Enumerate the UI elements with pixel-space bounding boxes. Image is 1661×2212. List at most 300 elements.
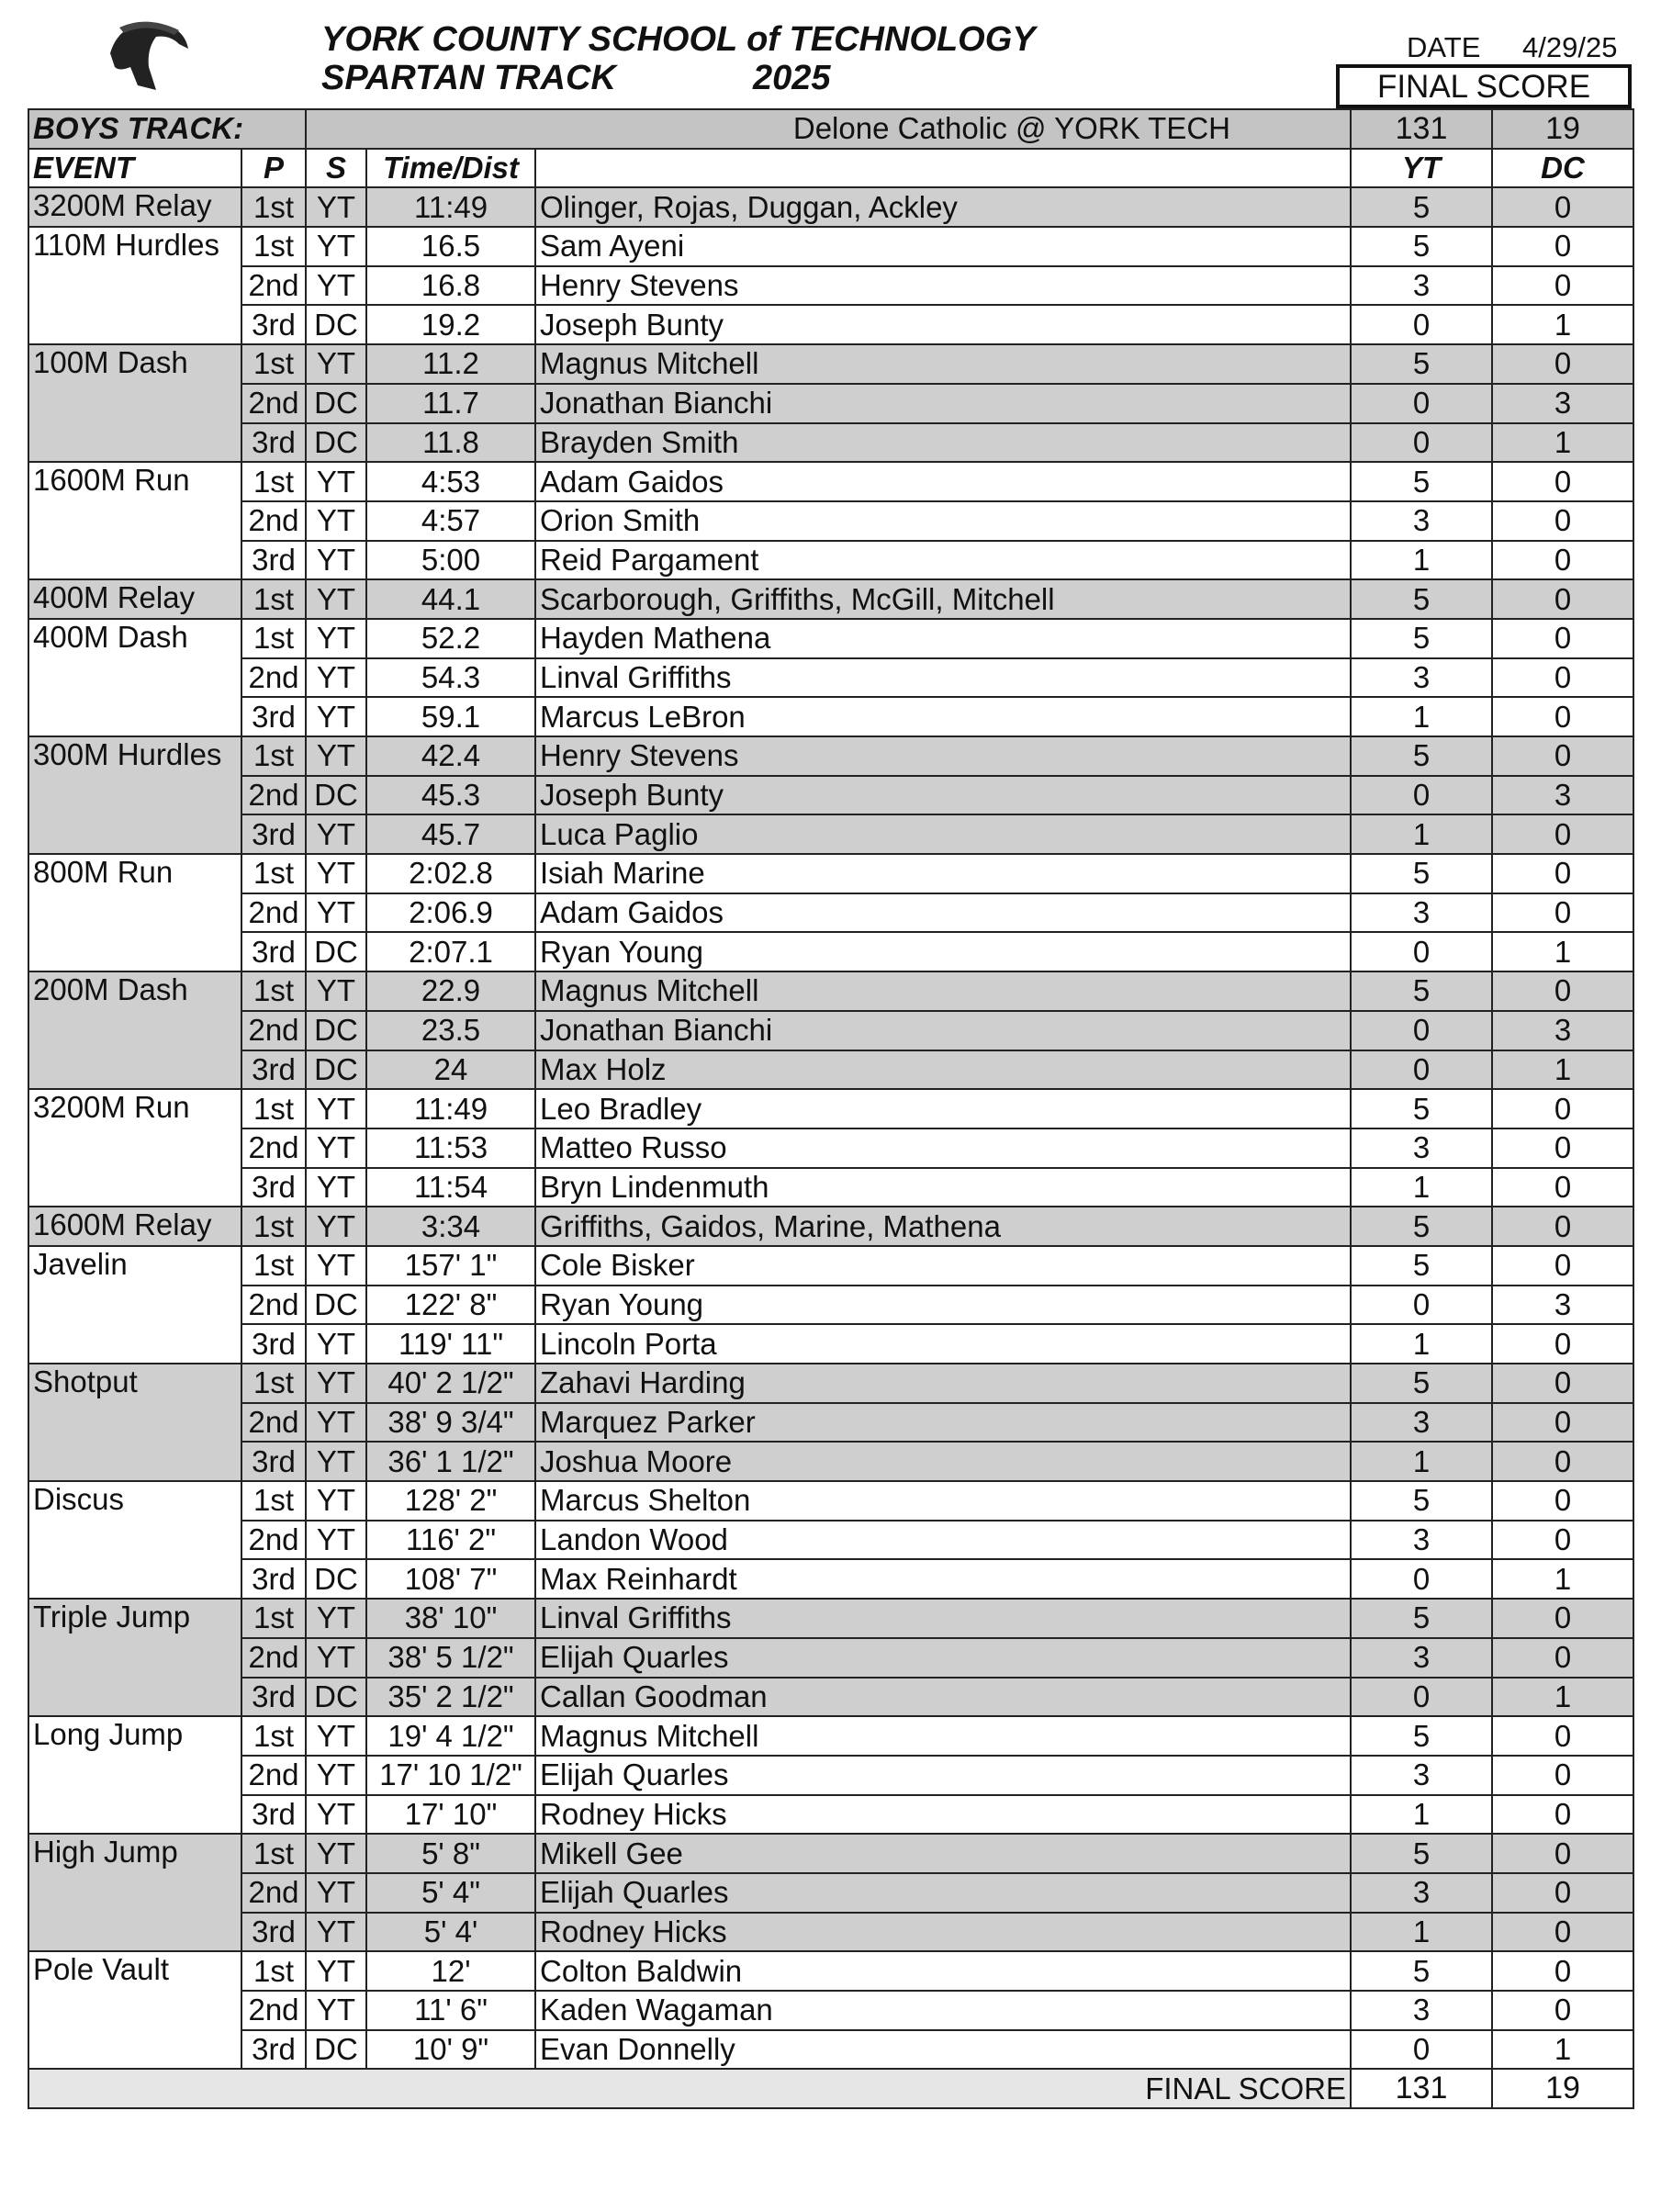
dc-points: 0: [1492, 814, 1633, 854]
school: DC: [306, 932, 366, 971]
result-row: [28, 1795, 1633, 1835]
event-name: Discus: [28, 1481, 241, 1599]
final-score-header: FINAL SCORE: [1336, 64, 1632, 108]
time-distance: 11:54: [366, 1168, 535, 1207]
dc-points: 0: [1492, 1246, 1633, 1286]
result-row: [28, 579, 1633, 619]
yt-points: 1: [1351, 697, 1492, 736]
matchup: Delone Catholic @ YORK TECH: [306, 109, 1351, 149]
event-name: 1600M Run: [28, 462, 241, 579]
result-row: [28, 1011, 1633, 1050]
event-name: 3200M Relay: [28, 187, 241, 227]
dc-points: 1: [1492, 1559, 1633, 1599]
place: 3rd: [241, 1678, 306, 1717]
school: YT: [306, 893, 366, 933]
time-distance: 54.3: [366, 658, 535, 698]
result-row: [28, 462, 1633, 501]
place: 1st: [241, 736, 306, 776]
athlete-name: Joseph Bunty: [535, 776, 1351, 815]
dc-points: 0: [1492, 854, 1633, 893]
result-row: [28, 266, 1633, 306]
result-row: [28, 1128, 1633, 1168]
dc-points: 0: [1492, 1442, 1633, 1481]
time-distance: 119' 11": [366, 1324, 535, 1364]
athlete-name: Evan Donnelly: [535, 2030, 1351, 2070]
event-name: 110M Hurdles: [28, 227, 241, 344]
school: YT: [306, 1521, 366, 1560]
event-name: Triple Jump: [28, 1599, 241, 1716]
result-row: [28, 1834, 1633, 1873]
meet-date: 4/29/25: [1522, 31, 1618, 63]
athlete-name: Orion Smith: [535, 501, 1351, 541]
dc-points: 0: [1492, 1521, 1633, 1560]
dc-points: 0: [1492, 1795, 1633, 1835]
result-row: [28, 1913, 1633, 1952]
athlete-name: Landon Wood: [535, 1521, 1351, 1560]
athlete-name: Luca Paglio: [535, 814, 1351, 854]
place: 1st: [241, 1716, 306, 1756]
time-distance: 17' 10 1/2": [366, 1756, 535, 1795]
time-distance: 17' 10": [366, 1795, 535, 1835]
yt-points: 3: [1351, 658, 1492, 698]
place: 2nd: [241, 1286, 306, 1325]
place: 3rd: [241, 932, 306, 971]
yt-points: 0: [1351, 423, 1492, 463]
time-distance: 19' 4 1/2": [366, 1716, 535, 1756]
dc-points: 0: [1492, 266, 1633, 306]
yt-points: 5: [1351, 1364, 1492, 1403]
result-row: [28, 541, 1633, 580]
athlete-name: Griffiths, Gaidos, Marine, Mathena: [535, 1207, 1351, 1246]
result-row: [28, 1050, 1633, 1090]
athlete-name: Joseph Bunty: [535, 305, 1351, 344]
time-distance: 11:53: [366, 1128, 535, 1168]
result-row: [28, 697, 1633, 736]
school: YT: [306, 971, 366, 1011]
athlete-name: Matteo Russo: [535, 1128, 1351, 1168]
yt-points: 1: [1351, 1913, 1492, 1952]
school: DC: [306, 2030, 366, 2070]
event-name: 100M Dash: [28, 344, 241, 462]
dc-points: 0: [1492, 893, 1633, 933]
time-distance: 11:49: [366, 1089, 535, 1128]
yt-points: 3: [1351, 266, 1492, 306]
yt-points: 1: [1351, 541, 1492, 580]
yt-points: 3: [1351, 1991, 1492, 2030]
athlete-name: Elijah Quarles: [535, 1638, 1351, 1678]
yt-points: 0: [1351, 2030, 1492, 2070]
final-dc-total: 19: [1492, 2069, 1633, 2108]
athlete-name: Lincoln Porta: [535, 1324, 1351, 1364]
yt-points: 5: [1351, 1834, 1492, 1873]
yt-points: 5: [1351, 971, 1492, 1011]
time-distance: 3:34: [366, 1207, 535, 1246]
result-row: [28, 1324, 1633, 1364]
place: 1st: [241, 187, 306, 227]
place: 1st: [241, 1364, 306, 1403]
yt-points: 5: [1351, 1207, 1492, 1246]
dc-points: 0: [1492, 1716, 1633, 1756]
athlete-name: Henry Stevens: [535, 736, 1351, 776]
dc-points: 0: [1492, 1873, 1633, 1913]
result-row: [28, 658, 1633, 698]
place: 1st: [241, 1951, 306, 1991]
school: YT: [306, 1599, 366, 1638]
time-distance: 5' 8": [366, 1834, 535, 1873]
school: YT: [306, 814, 366, 854]
event-name: Long Jump: [28, 1716, 241, 1834]
result-row: [28, 1716, 1633, 1756]
yt-points: 5: [1351, 227, 1492, 266]
yt-points: 1: [1351, 1795, 1492, 1835]
school: YT: [306, 1834, 366, 1873]
place: 2nd: [241, 893, 306, 933]
school: YT: [306, 266, 366, 306]
col-yt: YT: [1351, 149, 1492, 188]
school: DC: [306, 1559, 366, 1599]
school-title: YORK COUNTY SCHOOL of TECHNOLOGY: [321, 20, 1036, 59]
athlete-name: Callan Goodman: [535, 1678, 1351, 1717]
result-row: [28, 1599, 1633, 1638]
yt-points: 1: [1351, 1324, 1492, 1364]
school: YT: [306, 1403, 366, 1443]
time-distance: 10' 9": [366, 2030, 535, 2070]
dc-points: 1: [1492, 1050, 1633, 1090]
place: 2nd: [241, 1521, 306, 1560]
athlete-name: Marcus LeBron: [535, 697, 1351, 736]
event-name: 300M Hurdles: [28, 736, 241, 854]
time-distance: 4:57: [366, 501, 535, 541]
yt-points: 5: [1351, 1246, 1492, 1286]
place: 1st: [241, 579, 306, 619]
yt-points: 5: [1351, 854, 1492, 893]
athlete-name: Joshua Moore: [535, 1442, 1351, 1481]
result-row: [28, 305, 1633, 344]
yt-points: 5: [1351, 736, 1492, 776]
school: DC: [306, 384, 366, 423]
dc-points: 0: [1492, 1168, 1633, 1207]
time-distance: 11' 6": [366, 1991, 535, 2030]
time-distance: 116' 2": [366, 1521, 535, 1560]
dc-points: 0: [1492, 1951, 1633, 1991]
dc-points: 0: [1492, 1599, 1633, 1638]
athlete-name: Jonathan Bianchi: [535, 384, 1351, 423]
yt-points: 5: [1351, 579, 1492, 619]
place: 2nd: [241, 266, 306, 306]
athlete-name: Ryan Young: [535, 1286, 1351, 1325]
athlete-name: Magnus Mitchell: [535, 344, 1351, 384]
yt-points: 0: [1351, 305, 1492, 344]
dc-points: 0: [1492, 1364, 1633, 1403]
school: YT: [306, 541, 366, 580]
result-row: [28, 423, 1633, 463]
place: 3rd: [241, 697, 306, 736]
result-row: [28, 384, 1633, 423]
school: YT: [306, 1873, 366, 1913]
athlete-name: Marcus Shelton: [535, 1481, 1351, 1521]
result-row: [28, 1403, 1633, 1443]
time-distance: 42.4: [366, 736, 535, 776]
dc-points: 0: [1492, 1403, 1633, 1443]
result-row: [28, 1559, 1633, 1599]
school: YT: [306, 697, 366, 736]
result-row: [28, 2030, 1633, 2070]
time-distance: 40' 2 1/2": [366, 1364, 535, 1403]
athlete-name: Henry Stevens: [535, 266, 1351, 306]
program-title: SPARTAN TRACK: [321, 59, 616, 97]
time-distance: 128' 2": [366, 1481, 535, 1521]
athlete-name: Cole Bisker: [535, 1246, 1351, 1286]
yt-points: 1: [1351, 1168, 1492, 1207]
event-name: 400M Relay: [28, 579, 241, 619]
dc-points: 3: [1492, 776, 1633, 815]
yt-points: 5: [1351, 1951, 1492, 1991]
yt-points: 5: [1351, 1716, 1492, 1756]
dc-points: 0: [1492, 344, 1633, 384]
place: 3rd: [241, 541, 306, 580]
dc-points: 1: [1492, 932, 1633, 971]
event-name: High Jump: [28, 1834, 241, 1951]
time-distance: 2:07.1: [366, 932, 535, 971]
final-score-row: [28, 2069, 1633, 2108]
time-distance: 5:00: [366, 541, 535, 580]
athlete-name: Adam Gaidos: [535, 462, 1351, 501]
result-row: [28, 1207, 1633, 1246]
time-distance: 45.7: [366, 814, 535, 854]
dc-points: 0: [1492, 1324, 1633, 1364]
school: YT: [306, 736, 366, 776]
athlete-name: Hayden Mathena: [535, 619, 1351, 658]
place: 1st: [241, 1207, 306, 1246]
place: 1st: [241, 344, 306, 384]
athlete-name: Linval Griffiths: [535, 1599, 1351, 1638]
time-distance: 11.8: [366, 423, 535, 463]
result-row: [28, 619, 1633, 658]
school: YT: [306, 854, 366, 893]
dc-points: 0: [1492, 1834, 1633, 1873]
athlete-name: Max Reinhardt: [535, 1559, 1351, 1599]
banner-row: [28, 109, 1633, 149]
place: 3rd: [241, 1913, 306, 1952]
place: 1st: [241, 971, 306, 1011]
school: YT: [306, 1324, 366, 1364]
result-row: [28, 971, 1633, 1011]
yt-points: 0: [1351, 1559, 1492, 1599]
school: YT: [306, 1991, 366, 2030]
athlete-name: Mikell Gee: [535, 1834, 1351, 1873]
yt-points: 0: [1351, 384, 1492, 423]
place: 3rd: [241, 1559, 306, 1599]
school: YT: [306, 344, 366, 384]
time-distance: 38' 5 1/2": [366, 1638, 535, 1678]
school: DC: [306, 1011, 366, 1050]
place: 2nd: [241, 384, 306, 423]
time-distance: 52.2: [366, 619, 535, 658]
place: 1st: [241, 619, 306, 658]
place: 1st: [241, 1089, 306, 1128]
col-place: P: [241, 149, 306, 188]
place: 3rd: [241, 1795, 306, 1835]
yt-points: 5: [1351, 344, 1492, 384]
school: YT: [306, 1481, 366, 1521]
result-row: [28, 1951, 1633, 1991]
athlete-name: Jonathan Bianchi: [535, 1011, 1351, 1050]
athlete-name: Kaden Wagaman: [535, 1991, 1351, 2030]
banner-dc-total: 19: [1492, 109, 1633, 149]
place: 2nd: [241, 1403, 306, 1443]
time-distance: 5' 4": [366, 1873, 535, 1913]
school: YT: [306, 579, 366, 619]
school: YT: [306, 462, 366, 501]
school: YT: [306, 1207, 366, 1246]
time-distance: 45.3: [366, 776, 535, 815]
banner-yt-total: 131: [1351, 109, 1492, 149]
school: YT: [306, 1128, 366, 1168]
event-name: Pole Vault: [28, 1951, 241, 2069]
dc-points: 0: [1492, 501, 1633, 541]
dc-points: 0: [1492, 187, 1633, 227]
result-row: [28, 1678, 1633, 1717]
results-table: [28, 108, 1634, 2109]
school: YT: [306, 1246, 366, 1286]
place: 1st: [241, 227, 306, 266]
school: YT: [306, 1913, 366, 1952]
col-school: S: [306, 149, 366, 188]
dc-points: 0: [1492, 971, 1633, 1011]
yt-points: 3: [1351, 501, 1492, 541]
dc-points: 0: [1492, 1756, 1633, 1795]
time-distance: 12': [366, 1951, 535, 1991]
athlete-name: Elijah Quarles: [535, 1756, 1351, 1795]
dc-points: 3: [1492, 1286, 1633, 1325]
yt-points: 5: [1351, 1481, 1492, 1521]
time-distance: 4:53: [366, 462, 535, 501]
time-distance: 11.2: [366, 344, 535, 384]
school: DC: [306, 1678, 366, 1717]
school: YT: [306, 1638, 366, 1678]
result-row: [28, 1364, 1633, 1403]
place: 2nd: [241, 1873, 306, 1913]
time-distance: 11.7: [366, 384, 535, 423]
place: 2nd: [241, 501, 306, 541]
athlete-name: Colton Baldwin: [535, 1951, 1351, 1991]
time-distance: 157' 1": [366, 1246, 535, 1286]
dc-points: 1: [1492, 305, 1633, 344]
school: DC: [306, 1286, 366, 1325]
result-row: [28, 1756, 1633, 1795]
athlete-name: Sam Ayeni: [535, 227, 1351, 266]
place: 3rd: [241, 2030, 306, 2070]
athlete-name: Bryn Lindenmuth: [535, 1168, 1351, 1207]
result-row: [28, 227, 1633, 266]
school: YT: [306, 1795, 366, 1835]
place: 1st: [241, 1599, 306, 1638]
place: 2nd: [241, 1991, 306, 2030]
school: YT: [306, 1364, 366, 1403]
yt-points: 3: [1351, 1756, 1492, 1795]
result-row: [28, 1521, 1633, 1560]
yt-points: 1: [1351, 814, 1492, 854]
school: YT: [306, 1089, 366, 1128]
spartan-helmet-logo: [92, 17, 202, 99]
dc-points: 0: [1492, 658, 1633, 698]
result-row: [28, 1286, 1633, 1325]
time-distance: 38' 9 3/4": [366, 1403, 535, 1443]
school: YT: [306, 1442, 366, 1481]
school: YT: [306, 1168, 366, 1207]
time-distance: 36' 1 1/2": [366, 1442, 535, 1481]
result-row: [28, 1991, 1633, 2030]
col-event: EVENT: [28, 149, 241, 188]
result-row: [28, 1873, 1633, 1913]
place: 1st: [241, 854, 306, 893]
place: 2nd: [241, 1128, 306, 1168]
result-row: [28, 736, 1633, 776]
dc-points: 1: [1492, 1678, 1633, 1717]
place: 2nd: [241, 1011, 306, 1050]
final-yt-total: 131: [1351, 2069, 1492, 2108]
event-name: 3200M Run: [28, 1089, 241, 1207]
result-row: [28, 854, 1633, 893]
school: YT: [306, 227, 366, 266]
dc-points: 0: [1492, 619, 1633, 658]
school: YT: [306, 619, 366, 658]
athlete-name: Magnus Mitchell: [535, 1716, 1351, 1756]
place: 1st: [241, 1246, 306, 1286]
school: DC: [306, 776, 366, 815]
place: 3rd: [241, 1324, 306, 1364]
place: 3rd: [241, 1442, 306, 1481]
time-distance: 122' 8": [366, 1286, 535, 1325]
place: 3rd: [241, 1050, 306, 1090]
athlete-name: Linval Griffiths: [535, 658, 1351, 698]
result-row: [28, 814, 1633, 854]
school: YT: [306, 1951, 366, 1991]
event-name: 200M Dash: [28, 971, 241, 1089]
result-row: [28, 776, 1633, 815]
time-distance: 35' 2 1/2": [366, 1678, 535, 1717]
athlete-name: Reid Pargament: [535, 541, 1351, 580]
dc-points: 0: [1492, 462, 1633, 501]
yt-points: 1: [1351, 1442, 1492, 1481]
event-name: Javelin: [28, 1246, 241, 1364]
time-distance: 2:02.8: [366, 854, 535, 893]
time-distance: 38' 10": [366, 1599, 535, 1638]
school: YT: [306, 658, 366, 698]
school: DC: [306, 423, 366, 463]
result-row: [28, 344, 1633, 384]
athlete-name: Rodney Hicks: [535, 1913, 1351, 1952]
yt-points: 5: [1351, 1089, 1492, 1128]
time-distance: 11:49: [366, 187, 535, 227]
school: YT: [306, 501, 366, 541]
athlete-name: Ryan Young: [535, 932, 1351, 971]
dc-points: 1: [1492, 423, 1633, 463]
dc-points: 0: [1492, 579, 1633, 619]
dc-points: 0: [1492, 736, 1633, 776]
place: 3rd: [241, 305, 306, 344]
dc-points: 0: [1492, 1207, 1633, 1246]
yt-points: 5: [1351, 462, 1492, 501]
column-header-row: [28, 149, 1633, 188]
col-name: [535, 149, 1351, 188]
col-dc: DC: [1492, 149, 1633, 188]
event-name: 800M Run: [28, 854, 241, 971]
place: 2nd: [241, 776, 306, 815]
athlete-name: Rodney Hicks: [535, 1795, 1351, 1835]
dc-points: 0: [1492, 1913, 1633, 1952]
yt-points: 3: [1351, 1128, 1492, 1168]
